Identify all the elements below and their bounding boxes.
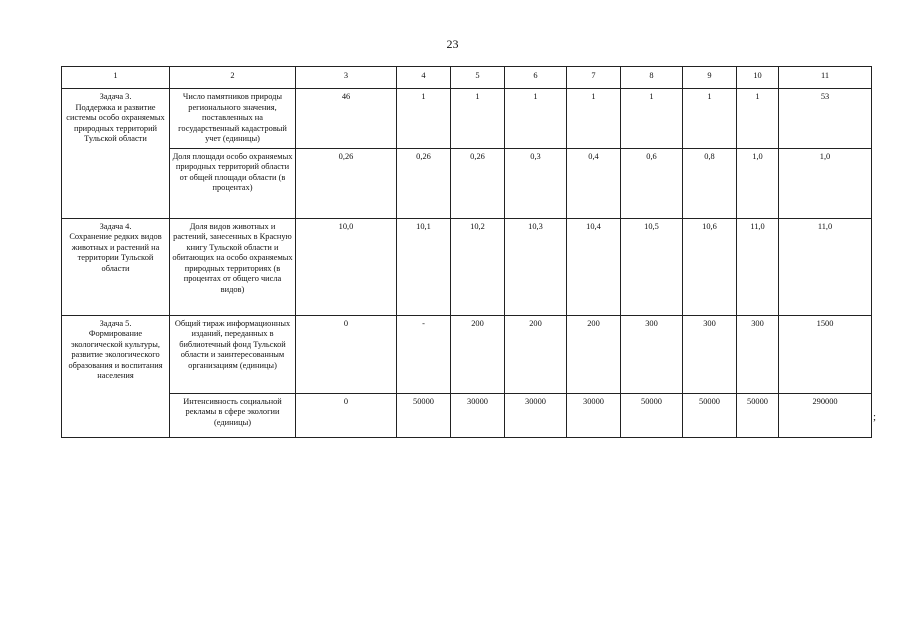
value-cell: 0,26 [296,148,397,218]
value-cell: 0,3 [505,148,567,218]
column-header: 7 [567,67,621,89]
value-cell: 30000 [567,393,621,437]
value-cell: 1 [397,89,451,149]
value-cell: 0,6 [621,148,683,218]
value-cell: 0,26 [397,148,451,218]
column-number-row [62,67,872,89]
value-cell: 50000 [621,393,683,437]
value-cell: 1 [451,89,505,149]
table-row [62,393,872,437]
indicator-name-cell: Доля видов животных и растений, занесенных в Красную книгу Тульской области и обитающих на особо охраняемых природных территориях (в процентах от общего числа видов) [170,218,296,315]
value-cell: 1 [505,89,567,149]
column-header: 11 [779,67,872,89]
value-cell: 0,4 [567,148,621,218]
value-cell: 0 [296,315,397,393]
table-row [62,315,872,393]
column-header: 8 [621,67,683,89]
table-row [62,148,872,218]
value-cell: - [397,315,451,393]
value-cell: 1 [621,89,683,149]
table-row [62,89,872,149]
value-cell: 0,26 [451,148,505,218]
indicator-name-cell: Доля площади особо охраняемых природных территорий области от общей площади области (в процентах) [170,148,296,218]
value-cell: 1500 [779,315,872,393]
value-cell: 11,0 [737,218,779,315]
value-cell: 30000 [451,393,505,437]
value-cell: 1,0 [779,148,872,218]
value-cell: 10,4 [567,218,621,315]
table-row [62,218,872,315]
value-cell: 30000 [505,393,567,437]
column-header: 3 [296,67,397,89]
value-cell: 300 [621,315,683,393]
value-cell: 50000 [683,393,737,437]
value-cell: 10,6 [683,218,737,315]
value-cell: 53 [779,89,872,149]
column-header: 6 [505,67,567,89]
column-header: 9 [683,67,737,89]
value-cell: 10,0 [296,218,397,315]
value-cell: 11,0 [779,218,872,315]
column-header: 4 [397,67,451,89]
column-header: 1 [62,67,170,89]
value-cell: 46 [296,89,397,149]
value-cell: 300 [683,315,737,393]
value-cell: 50000 [737,393,779,437]
value-cell: 10,3 [505,218,567,315]
task-cell: Задача 5. Формирование экологической культуры, развитие экологического образования и воспитания населения [62,315,170,437]
column-header: 5 [451,67,505,89]
value-cell: 1 [737,89,779,149]
value-cell: 50000 [397,393,451,437]
value-cell: 200 [505,315,567,393]
value-cell: 0,8 [683,148,737,218]
value-cell: 300 [737,315,779,393]
task-cell: Задача 4. Сохранение редких видов животных и растений на территории Тульской области [62,218,170,315]
value-cell: 10,2 [451,218,505,315]
task-cell: Задача 3. Поддержка и развитие системы особо охраняемых природных территорий Тульской области [62,89,170,219]
indicators-table [61,66,872,438]
indicator-name-cell: Интенсивность социальной рекламы в сфере экологии (единицы) [170,393,296,437]
value-cell: 200 [567,315,621,393]
task-rows [62,89,872,438]
indicator-name-cell: Число памятников природы регионального значения, поставленных на государственный кадастровый учет (единицы) [170,89,296,149]
value-cell: 200 [451,315,505,393]
value-cell: 290000 [779,393,872,437]
value-cell: 10,5 [621,218,683,315]
value-cell: 1 [683,89,737,149]
column-header: 2 [170,67,296,89]
value-cell: 0 [296,393,397,437]
value-cell: 1,0 [737,148,779,218]
indicator-name-cell: Общий тираж информационных изданий, переданных в библиотечный фонд Тульской области и заинтересованным организациям (единицы) [170,315,296,393]
value-cell: 1 [567,89,621,149]
page-number: 23 [446,37,459,51]
column-header: 10 [737,67,779,89]
trailing-semicolon: ; [873,411,877,423]
value-cell: 10,1 [397,218,451,315]
